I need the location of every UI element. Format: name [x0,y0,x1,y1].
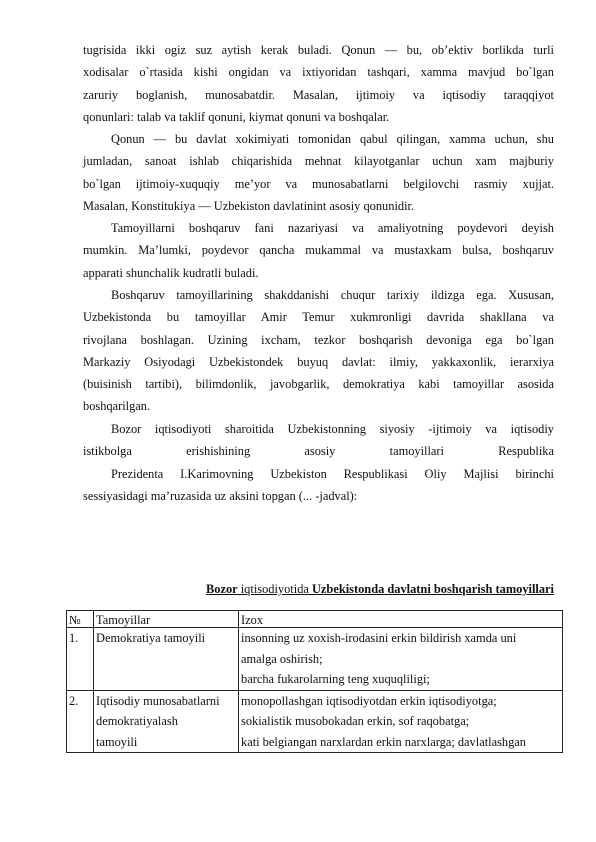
principle-description [239,690,563,753]
paragraph-4 [83,284,554,418]
paragraph-5 [83,418,554,507]
text-line: sessiyasidagi ma’ruzasida uz aksini topgan (... -jadval): [83,488,358,503]
text-line: Prezidenta I.Karimovning Uzbekiston Respublikasi Oliy Majlisi birinchi [111,466,554,481]
text-line: Masalan, Konstitukiya — Uzbekiston davlatinint asosiy qonunidir. [83,198,415,213]
page-bottom-margin [0,760,596,842]
cell-line: Iqtisodiy munosabatlarni [96,693,220,708]
principles-table [66,610,563,753]
row-number: 1. [67,628,94,691]
text-line: Tamoyillarni boshqaruv fani nazariyasi va amaliyotning poydevori deyish [111,221,554,235]
text-line: qonunlari: talab va taklif qonuni, kiymat qonuni va boshqalar. [83,109,390,124]
cell-line: demokratiyalash [96,714,178,728]
column-header: № [67,611,94,628]
text-line: apparati shunchalik kudratli buladi. [83,265,259,280]
principle-name [94,628,239,691]
heading-part: iqtisodiyotida [237,582,309,596]
text-line: Qonun — bu davlat xokimiyati tomonidan qabul qilingan, xamma uchun, shu [111,132,554,146]
cell-line: tamoyili [96,734,138,749]
cell-line: sokialistik musobokadan erkin, sof raqobatga; [241,714,470,728]
text-line: Uzbekistonda bu tamoyillar Amir Temur xukmronligi davrida shakllana va [83,310,554,325]
text-line: bo`lgan ijtimoiy-xuquqiy me’yor va munosabatlarni belgilovchi rasmiy xujjat. [83,176,554,191]
cell-line: insonning uz xoxish-irodasini erkin bildirish xamda uni [241,631,517,645]
text-line: istikbolga erishishining asosiy tamoyillari Respublika [83,444,554,459]
paragraph-2 [83,128,554,217]
cell-line: Demokratiya tamoyili [96,631,206,645]
cell-line: kati belgiangan narxlardan erkin narxlarga; davlatlashgan [241,734,526,749]
column-header: Izox [239,611,563,628]
text-line: zaruriy boglanish, munosabatdir. Masalan, ijtimoiy va iqtisodiy taraqqiyot [83,87,554,102]
text-line: jumladan, sanoat ishlab chiqarishida mehnat kilayotganlar uchun xam majburiy [83,154,554,169]
text-line: xodisalar o`rtasida kishi ongidan va ixtiyoridan tashqari, xamma mavjud bo`lgan [83,65,554,80]
text-line: Markaziy Osiyodagi Uzbekistondek buyuq davlat: ilmiy, yakkaxonlik, ierarxiya [83,354,554,369]
text-line: tugrisida ikki ogiz suz aytish kerak buladi. Qonun — bu, ob’ektiv borlikda turli [83,43,554,57]
table-row [67,690,563,753]
column-header: Tamoyillar [94,611,239,628]
paragraph-3 [83,217,554,284]
cell-line: barcha fukarolarning teng xuquqliligi; [241,672,430,686]
heading-part: Uzbekistonda davlatni boshqarish tamoyillari [308,582,554,596]
heading-part: Bozor [205,582,238,596]
text-line: Bozor iqtisodiyoti sharoitida Uzbekistonning siyosiy -ijtimoiy va iqtisodiy [111,422,554,436]
cell-line: monopollashgan iqtisodiyotdan erkin iqtisodiyotga; [241,693,497,708]
table-row [67,628,563,691]
text-line: mumkin. Ma’lumki, poydevor qancha mukammal va mustaxkam bulsa, boshqaruv [83,243,554,258]
text-line: boshqarilgan. [83,399,151,414]
paragraph-1 [83,39,554,128]
text-line: rivojlana boshlagan. Uzining ixcham, tezkor boshqarish devoniga ega bo`lgan [83,332,554,347]
table-header-row [67,611,563,628]
row-number: 2. [67,690,94,753]
table-heading [83,580,554,598]
principle-description [239,628,563,691]
principle-name [94,690,239,753]
text-line: (buisinish tartibi), bilimdonlik, javobgarlik, demokratiya kabi tamoyillar asosida [83,377,554,392]
text-line: Boshqaruv tamoyillarining shakddanishi chuqur tarixiy ildizga ega. Xususan, [111,288,554,302]
cell-line: amalga oshirish; [241,651,323,666]
